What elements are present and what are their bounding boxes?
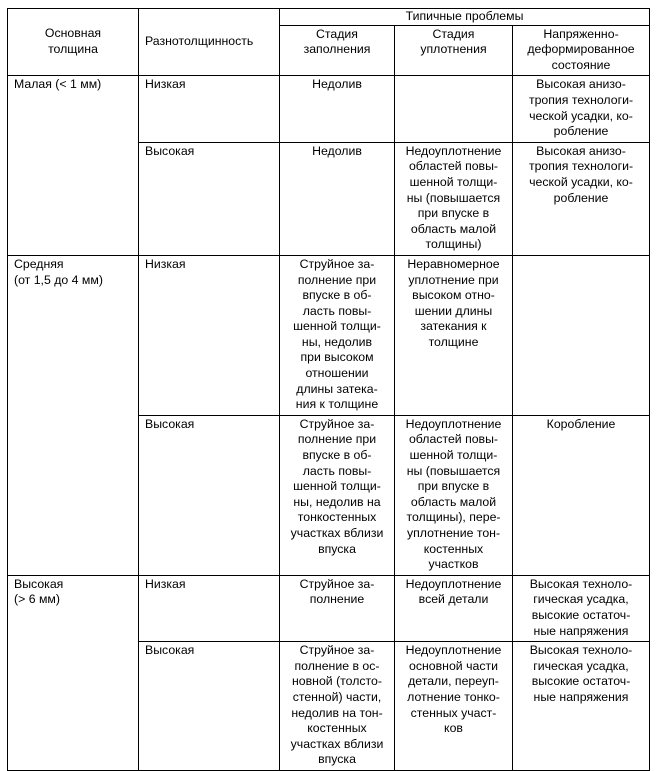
cell-line: высокие остаточ- [531,674,631,689]
cell-line: Высокая техноло- [529,643,633,658]
cell-line: Струйное за- [299,256,375,271]
cell-line: ния к толщине [295,397,379,412]
cell-line: толщины) [425,237,482,252]
cell-line: (от 1,5 до 4 мм) [14,272,103,287]
cell-line: областей повы- [408,159,499,174]
cell-line: гическая усадка, [533,592,629,607]
base-thickness-cell [8,255,139,575]
cell-line: основной части [409,658,498,673]
filling-stage-cell [280,642,395,771]
cell-line: Струйное за- [299,643,375,658]
cell-line: участках вблизи [290,526,384,540]
cell-line: Недолив [312,143,362,158]
cell-line: ческой усадки, ко- [529,108,633,123]
header-thickness-variation: Разнотолщинность [139,9,280,76]
cell-line: высокие остаточ- [531,607,631,622]
thickness-variation-cell: Высокая [139,415,280,575]
cell-line: Неравномерное [407,256,500,271]
compaction-stage-cell [395,142,513,255]
cell-line: детали, переуп- [408,674,499,689]
cell-line: полнение [309,592,365,607]
cell-line: (> 6 мм) [14,592,60,607]
thickness-variation-cell: Высокая [139,642,280,771]
header-line: Напряженно- [543,26,619,41]
cell-line: Недоуплотнение [405,576,502,591]
cell-line: шенной толщи- [293,479,381,494]
cell-line: полнение при [297,272,377,287]
header-line: деформированное [527,42,635,57]
header-line: состояние [551,57,611,72]
cell-line: область малой [410,221,497,236]
cell-line: Высокая анизо- [536,143,626,158]
compaction-stage-cell [395,575,513,641]
header-stage-filling [280,25,395,76]
cell-line: недолив на тон- [291,705,383,720]
cell-line: ласть повы- [302,463,372,478]
cell-line: стенной) части, [292,689,382,704]
header-line: Основная [44,26,102,41]
cell-line: стенных участ- [410,705,497,720]
cell-line: затекания к [420,319,487,334]
header-typical-problems: Типичные проблемы [280,9,650,26]
cell-line: новной (толсто- [292,674,382,689]
cell-line: Малая (< 1 мм) [14,77,102,92]
cell-line: ков [444,721,463,736]
table-row [8,76,650,142]
cell-line: впуске в об- [302,448,372,463]
cell-line: костенных [423,541,484,556]
cell-line: шенной толщи- [409,174,498,189]
cell-line: шенной толщи- [409,448,498,463]
cell-line: шении длины [414,303,493,318]
header-line: заполнения [303,42,371,57]
stress-state-cell [513,575,650,641]
stress-state-cell [513,76,650,142]
cell-line: лотнение тонко- [407,689,500,704]
header-stress-state [513,25,650,76]
cell-line: участках вблизи [290,736,384,751]
cell-line: ные напряжения [533,689,629,704]
header-line: толщина [48,41,98,56]
cell-line: Недоуплотнение [405,643,502,658]
cell-line: отношении [305,366,369,381]
cell-line: при впуске в [417,479,490,494]
cell-line: Коробление [546,416,616,431]
cell-line: ные напряжения [533,623,629,638]
cell-line: Высокая техноло- [529,576,633,591]
cell-line: ны, недолив на [293,494,381,509]
filling-stage-cell [280,142,395,255]
cell-line: Средняя [14,256,64,271]
cell-line: тонкостенных [297,510,377,525]
cell-line: полнение в ос- [294,658,380,673]
cell-line: ны (повышается [406,463,501,478]
cell-line: Высокая анизо- [536,77,626,92]
cell-line: тропия технологи- [528,159,634,174]
cell-line: всей детали [418,592,489,607]
stress-state-cell [513,142,650,255]
cell-line: ны (повышается [406,190,501,205]
cell-line: тропия технологи- [528,92,634,107]
thickness-variation-cell: Высокая [139,142,280,255]
cell-line: участков [428,557,479,572]
cell-line: длины затека- [296,381,378,396]
compaction-stage-cell [395,255,513,415]
cell-line: уплотнение тон- [406,526,501,540]
table-row [8,575,650,641]
cell-line: Недолив [312,77,362,92]
stress-state-cell [513,255,650,415]
cell-line: полнение при [297,432,377,447]
cell-line: Недоуплотнение [405,416,502,431]
cell-line: Высокая [14,576,64,591]
thickness-variation-cell: Низкая [139,255,280,415]
stress-state-cell [513,642,650,771]
cell-line: впуске в об- [302,288,372,303]
cell-line: впуска [318,752,356,767]
header-line: уплотнения [420,42,487,57]
header-stage-compaction [395,25,513,76]
cell-line: Струйное за- [299,416,375,431]
cell-line: при высоком [300,350,374,365]
filling-stage-cell [280,255,395,415]
cell-line: впуска [318,541,356,556]
filling-stage-cell [280,575,395,641]
cell-line: уплотнение при [408,272,499,287]
header-line: Стадия [432,26,475,41]
stress-state-cell [513,415,650,575]
compaction-stage-cell [395,415,513,575]
cell-line: толщины), пере- [406,510,501,525]
cell-line: костенных [307,721,367,736]
cell-line: гическая усадка, [533,658,629,673]
base-thickness-cell [8,575,139,770]
cell-line: Струйное за- [299,576,375,591]
cell-line: толщине [428,334,479,349]
cell-line: робление [553,190,609,205]
filling-stage-cell [280,76,395,142]
cell-line: высоком отно- [412,288,495,303]
cell-line: ласть повы- [302,303,372,318]
cell-line: ны, недолив [301,334,373,349]
compaction-stage-cell [395,76,513,142]
table-row [8,255,650,415]
header-row-1 [8,9,650,26]
cell-line: ческой усадки, ко- [529,174,633,189]
cell-line: шенной толщи- [293,319,381,334]
cell-line: Недоуплотнение [405,143,502,158]
cell-line: робление [553,124,609,139]
thickness-variation-cell: Низкая [139,76,280,142]
cell-line: область малой [410,494,497,509]
thickness-problems-table [7,8,650,771]
base-thickness-cell [8,76,139,256]
filling-stage-cell [280,415,395,575]
header-base-thickness [8,9,139,76]
thickness-variation-cell: Низкая [139,575,280,641]
cell-line: областей повы- [408,432,499,447]
cell-line: при впуске в [417,206,490,221]
compaction-stage-cell [395,642,513,771]
header-line: Стадия [316,26,358,41]
